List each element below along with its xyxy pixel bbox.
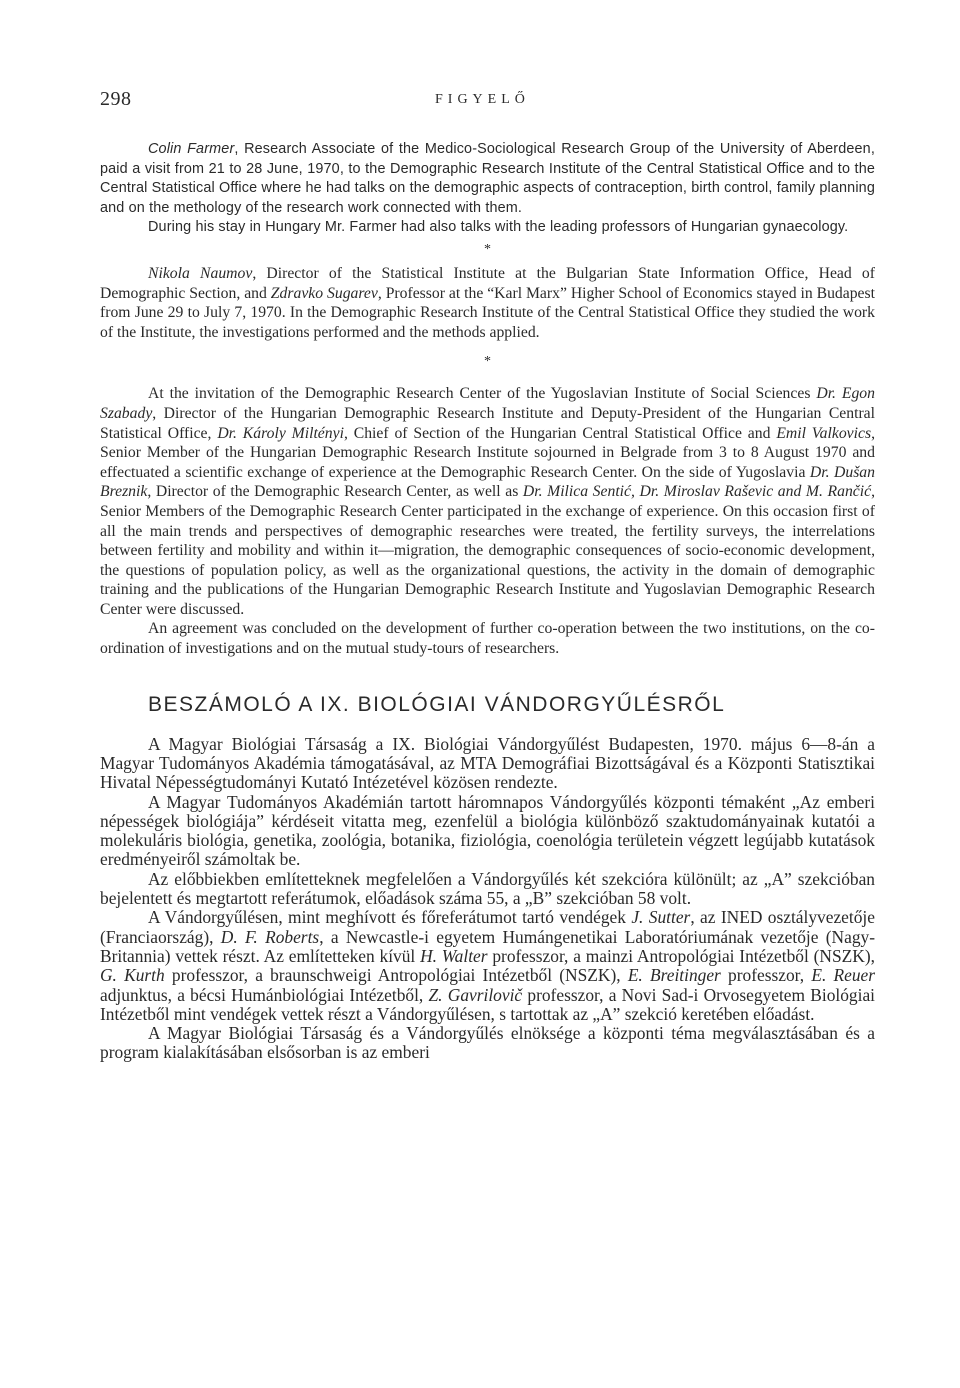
person-name: Colin Farmer: [148, 141, 235, 157]
person-name: E. Breitinger: [627, 965, 721, 986]
person-name: Dr. Egon Szabady: [100, 385, 875, 422]
document-page: [100, 88, 875, 1063]
person-name: E. Reuer: [811, 965, 876, 986]
person-name: J. Sutter: [631, 907, 691, 928]
report-paragraph-3: Az előbbiekben említetteknek megfelelően a Vándorgyűlés két szekcióra különült; az „A” szekcióban bejelentett és megtartott referátumok, előadások száma 55, a „B” szekcióban 58 volt.: [100, 868, 875, 909]
person-name: Dr. Károly Miltényi: [217, 424, 344, 442]
person-name: D. F. Roberts: [220, 926, 320, 947]
person-name: Emil Valkovics: [776, 424, 872, 442]
naumov-paragraph: Nikola Naumov, Director of the Statistical Institute at the Bulgarian State Information Office, Head of Demographic Section, and Zdravko Sugarev, Professor at the “Karl Marx” Higher School of Economics stayed in Budapest from June 29 to July 7, 1970. In the Demographic Research Institute of the Central Statistical Office they studied the work of the Institute, the investigations performed and the methods applied.: [100, 264, 875, 341]
person-name: Z. Gavrilovič: [428, 984, 523, 1005]
separator-asterisk: *: [484, 354, 491, 370]
section-title: BESZÁMOLÓ A IX. BIOLÓGIAI VÁNDORGYŰLÉSRŐL: [148, 692, 726, 716]
page-header: [100, 88, 875, 118]
report-paragraph-1: A Magyar Biológiai Társaság a IX. Biológiai Vándorgyűlést Budapesten, 1970. május 6—8-án a Magyar Tudományos Akadémia támogatásával, az MTA Demográfiai Bizottságával és a Központi Statisztikai Hivatal Népességtudományi Kutató Intézetével közösen rendezte.: [100, 733, 875, 793]
agreement-paragraph: An agreement was concluded on the development of further co-operation between the two institutions, on the co-ordination of investigations and on the mutual study-tours of researchers.: [100, 620, 875, 658]
person-name: G. Kurth: [100, 965, 165, 986]
person-name: Dr. Dušan Breznik: [100, 463, 875, 501]
person-name: Dr. Milica Sentić, Dr. Miroslav Raševic and M. Rančić: [522, 483, 872, 501]
person-name: Zdravko Sugarev: [270, 284, 378, 302]
report-paragraph-4: A Vándorgyűlésen, mint meghívott és főreferátumot tartó vendégek J. Sutter, az INED osztályvezetője (Franciaország), D. F. Roberts, a Newcastle-i egyetem Humángenetikai Laboratóriumának vezetője (Nagy-Britannia) vettek részt. Az említetteken kívül H. Walter professzor, a mainzi Antropológiai Intézetből (NSZK), G. Kurth professzor, a braunschweigi Antropológiai Intézetből (NSZK), E. Breitinger professzor, E. Reuer adjunktus, a bécsi Humánbiológiai Intézetből, Z. Gavrilovič professzor, a Novi Sad-i Orvosegyetem Biológiai Intézetből mint vendégek vettek részt a Vándorgyűlésen, s tartottak az „A” szekció keretében előadást.: [100, 907, 876, 1024]
page-number: 298: [100, 88, 132, 110]
farmer-paragraph: Colin Farmer, Research Associate of the Medico-Sociological Research Group of the University of Aberdeen, paid a visit from 21 to 28 June, 1970, to the Demographic Research Institute of the Central Statistical Office and to the Central Statistical Office where he had talks on the demographic aspects of contraception, birth control, family planning and on the methology of the research work connected with them.: [100, 141, 875, 216]
journal-title: FIGYELŐ: [435, 92, 530, 107]
yugoslav-paragraph: At the invitation of the Demographic Research Center of the Yugoslavian Institute of Social Sciences Dr. Egon Szabady, Director of the Hungarian Demographic Research Institute and Deputy-President of the Hungarian Central Statistical Office, Dr. Károly Miltényi, Chief of Section of the Hungarian Central Statistical Office and Emil Valkovics, Senior Member of the Hungarian Demographic Research Institute sojourned in Belgrade from 3 to 8 August 1970 and effectuated a scientific exchange of experience at the Demographic Research Center. On the side of Yugoslavia Dr. Dušan Breznik, Director of the Demographic Research Center, as well as Dr. Milica Sentić, Dr. Miroslav Raševic and M. Rančić, Senior Members of the Demographic Research Center participated in the exchange of experience. On this occasion first of all the main trends and perspectives of demographic researches were treated, the fertility surveys, the interrelations between fertility and mobility and within it—migration, the demographic consequences of socio-economic development, the questions of population policy, as well as the organizational questions, the activity in the domain of demographic training and the publications of the Hungarian Demographic Research Institute and Yugoslavian Demographic Research Center were discussed.: [100, 385, 875, 618]
person-name: H. Walter: [420, 945, 488, 966]
report-paragraph-5: A Magyar Biológiai Társaság és a Vándorgyűlés elnöksége a központi téma megválasztásában és a program kialakításában elsősorban is az emberi: [100, 1023, 875, 1063]
farmer-paragraph-2: During his stay in Hungary Mr. Farmer had also talks with the leading professors of Hungarian gynaecology.: [148, 219, 849, 236]
separator-asterisk: *: [484, 241, 491, 257]
report-paragraph-2: A Magyar Tudományos Akadémián tartott háromnapos Vándorgyűlés központi témaként „Az emberi népességek biológiája” kérdéseit vitatta meg, ezenfelül a biológia különböző szaktudományainak kutatói a molekuláris biológia, genetika, zoológia, botanika, fiziológia, coenológia területein végzett legújabb kutatások eredményeiről számoltak be.: [100, 791, 875, 870]
person-name: Nikola Naumov: [148, 264, 253, 282]
